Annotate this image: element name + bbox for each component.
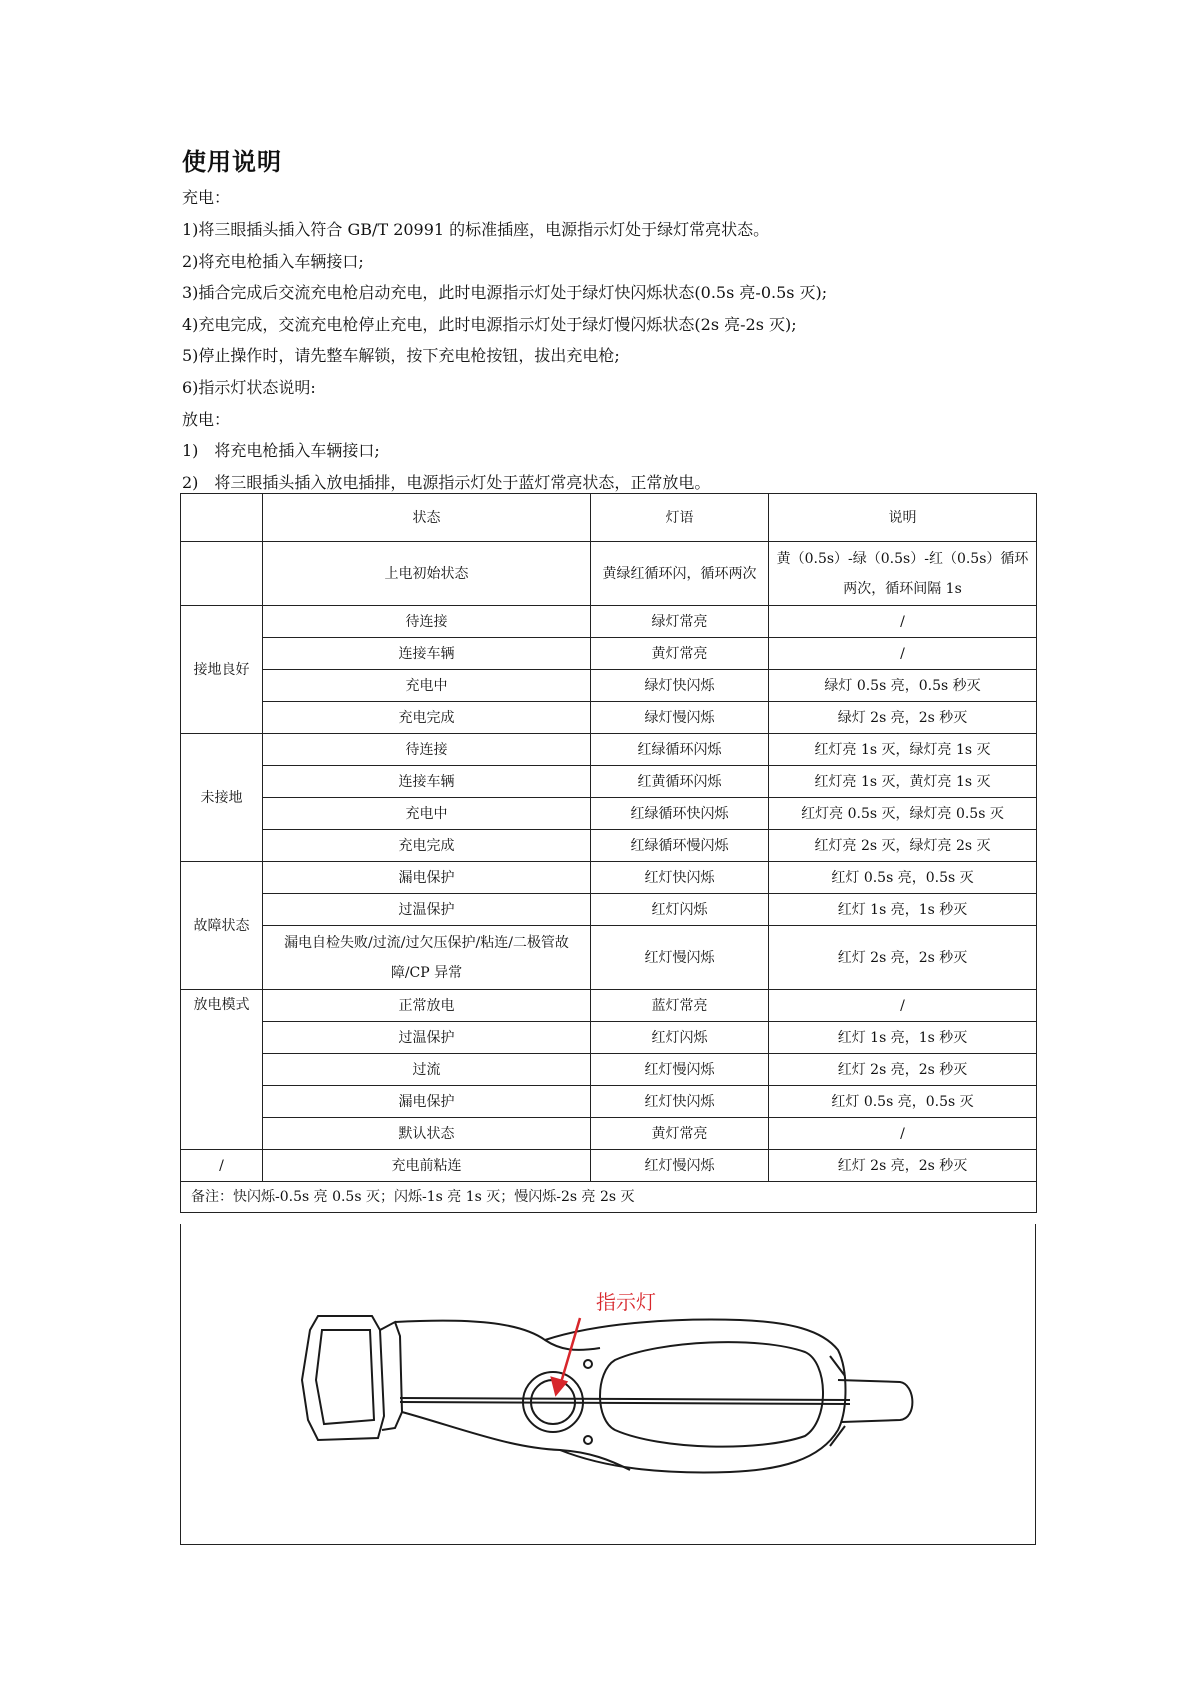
table-cell: 红灯亮 1s 灭，黄灯亮 1s 灭 [769,766,1037,798]
table-cell: 绿灯 2s 亮，2s 秒灭 [769,702,1037,734]
table-cell: 红灯慢闪烁 [591,1150,769,1182]
instruction-line: 1) 将充电枪插入车辆接口; [182,441,380,460]
table-cell: 红灯闪烁 [591,1022,769,1054]
table-cell: / [769,606,1037,638]
plug-end-inner [316,1330,374,1424]
table-cell: 过温保护 [263,1022,591,1054]
table-cell: 漏电保护 [263,1086,591,1118]
instruction-line: 放电： [182,410,231,429]
center-seam [400,1398,850,1400]
callout-arrow [560,1318,580,1386]
table-cell: / [769,990,1037,1022]
table-cell: 绿灯 0.5s 亮，0.5s 秒灭 [769,670,1037,702]
table-header-cell: 说明 [769,494,1037,542]
table-cell: 漏电保护 [263,862,591,894]
group-label-cell: 接地良好 [181,606,263,734]
group-label-cell: 未接地 [181,734,263,862]
table-cell: 绿灯慢闪烁 [591,702,769,734]
page-title: 使用说明 [182,148,282,176]
table-cell: 待连接 [263,734,591,766]
table-cell: 红灯 0.5s 亮，0.5s 灭 [769,862,1037,894]
instruction-line: 5)停止操作时，请先整车解锁，按下充电枪按钮，拔出充电枪; [182,346,620,365]
indicator-callout-label: 指示灯 [596,1290,656,1314]
screw-hole [584,1436,592,1444]
table-header-cell: 灯语 [591,494,769,542]
table-cell: 红灯亮 2s 灭，绿灯亮 2s 灭 [769,830,1037,862]
table-cell: 红灯快闪烁 [591,862,769,894]
table-cell: 红灯 1s 亮，1s 秒灭 [769,894,1037,926]
instruction-line: 2) 将三眼插头插入放电插排，电源指示灯处于蓝灯常亮状态，正常放电。 [182,473,711,492]
table-cell: 红绿循环闪烁 [591,734,769,766]
screw-hole [584,1360,592,1368]
table-cell: 连接车辆 [263,638,591,670]
table-cell: 红灯 2s 亮，2s 秒灭 [769,1054,1037,1086]
table-cell: 绿灯快闪烁 [591,670,769,702]
instruction-line: 4)充电完成，交流充电枪停止充电，此时电源指示灯处于绿灯慢闪烁状态(2s 亮-2s 灭); [182,315,797,334]
instruction-line: 3)插合完成后交流充电枪启动充电，此时电源指示灯处于绿灯快闪烁状态(0.5s 亮-0.5s 灭); [182,283,828,302]
table-cell: 红灯慢闪烁 [591,1054,769,1086]
table-cell: 红灯 2s 亮，2s 秒灭 [769,1150,1037,1182]
handle-oval [600,1342,823,1447]
table-cell: 红灯慢闪烁 [591,926,769,990]
table-cell: 红灯亮 0.5s 灭，绿灯亮 0.5s 灭 [769,798,1037,830]
table-cell: 连接车辆 [263,766,591,798]
table-header-cell: 状态 [263,494,591,542]
table-cell: 红灯闪烁 [591,894,769,926]
table-cell: 黄灯常亮 [591,1118,769,1150]
table-cell: 红绿循环慢闪烁 [591,830,769,862]
table-cell: 充电完成 [263,702,591,734]
instruction-line: 2)将充电枪插入车辆接口; [182,252,364,271]
table-cell: 待连接 [263,606,591,638]
table-cell: 过温保护 [263,894,591,926]
table-cell: 黄（0.5s）-绿（0.5s）-红（0.5s）循环两次，循环间隔 1s [769,542,1037,606]
group-label-cell: 故障状态 [181,862,263,990]
cable-outline [838,1380,912,1422]
center-seam-2 [400,1402,850,1404]
instruction-line: 1)将三眼插头插入符合 GB/T 20991 的标准插座，电源指示灯处于绿灯常亮状态。 [182,220,770,239]
table-cell: 红绿循环快闪烁 [591,798,769,830]
table-cell: 红灯 1s 亮，1s 秒灭 [769,1022,1037,1054]
group-label-cell: 放电模式 [181,990,263,1150]
table-cell: 黄绿红循环闪，循环两次 [591,542,769,606]
instruction-line: 充电： [182,188,231,207]
table-cell: 充电中 [263,670,591,702]
table-cell: 正常放电 [263,990,591,1022]
table-cell: 漏电自检失败/过流/过欠压保护/粘连/二极管故障/CP 异常 [263,926,591,990]
table-cell: 默认状态 [263,1118,591,1150]
table-cell: 过流 [263,1054,591,1086]
table-cell: 红灯 0.5s 亮，0.5s 灭 [769,1086,1037,1118]
table-cell: / [769,1118,1037,1150]
table-cell: 黄灯常亮 [591,638,769,670]
table-cell: 充电完成 [263,830,591,862]
table-cell: 充电中 [263,798,591,830]
table-cell: 充电前粘连 [263,1150,591,1182]
table-cell: 红黄循环闪烁 [591,766,769,798]
table-cell: 红灯快闪烁 [591,1086,769,1118]
callout-arrowhead [552,1378,566,1394]
table-cell: / [769,638,1037,670]
table-cell: 蓝灯常亮 [591,990,769,1022]
table-note: 备注：快闪烁-0.5s 亮 0.5s 灭；闪烁-1s 亮 1s 灭；慢闪烁-2s 亮 2s 灭 [181,1182,1037,1213]
table-cell: 上电初始状态 [263,542,591,606]
table-cell: 红灯亮 1s 灭，绿灯亮 1s 灭 [769,734,1037,766]
instruction-line: 6)指示灯状态说明: [182,378,316,397]
upper-shell-line [395,1321,600,1350]
table-cell: 红灯 2s 亮，2s 秒灭 [769,926,1037,990]
table-cell: 绿灯常亮 [591,606,769,638]
group-label-cell: / [181,1150,263,1182]
